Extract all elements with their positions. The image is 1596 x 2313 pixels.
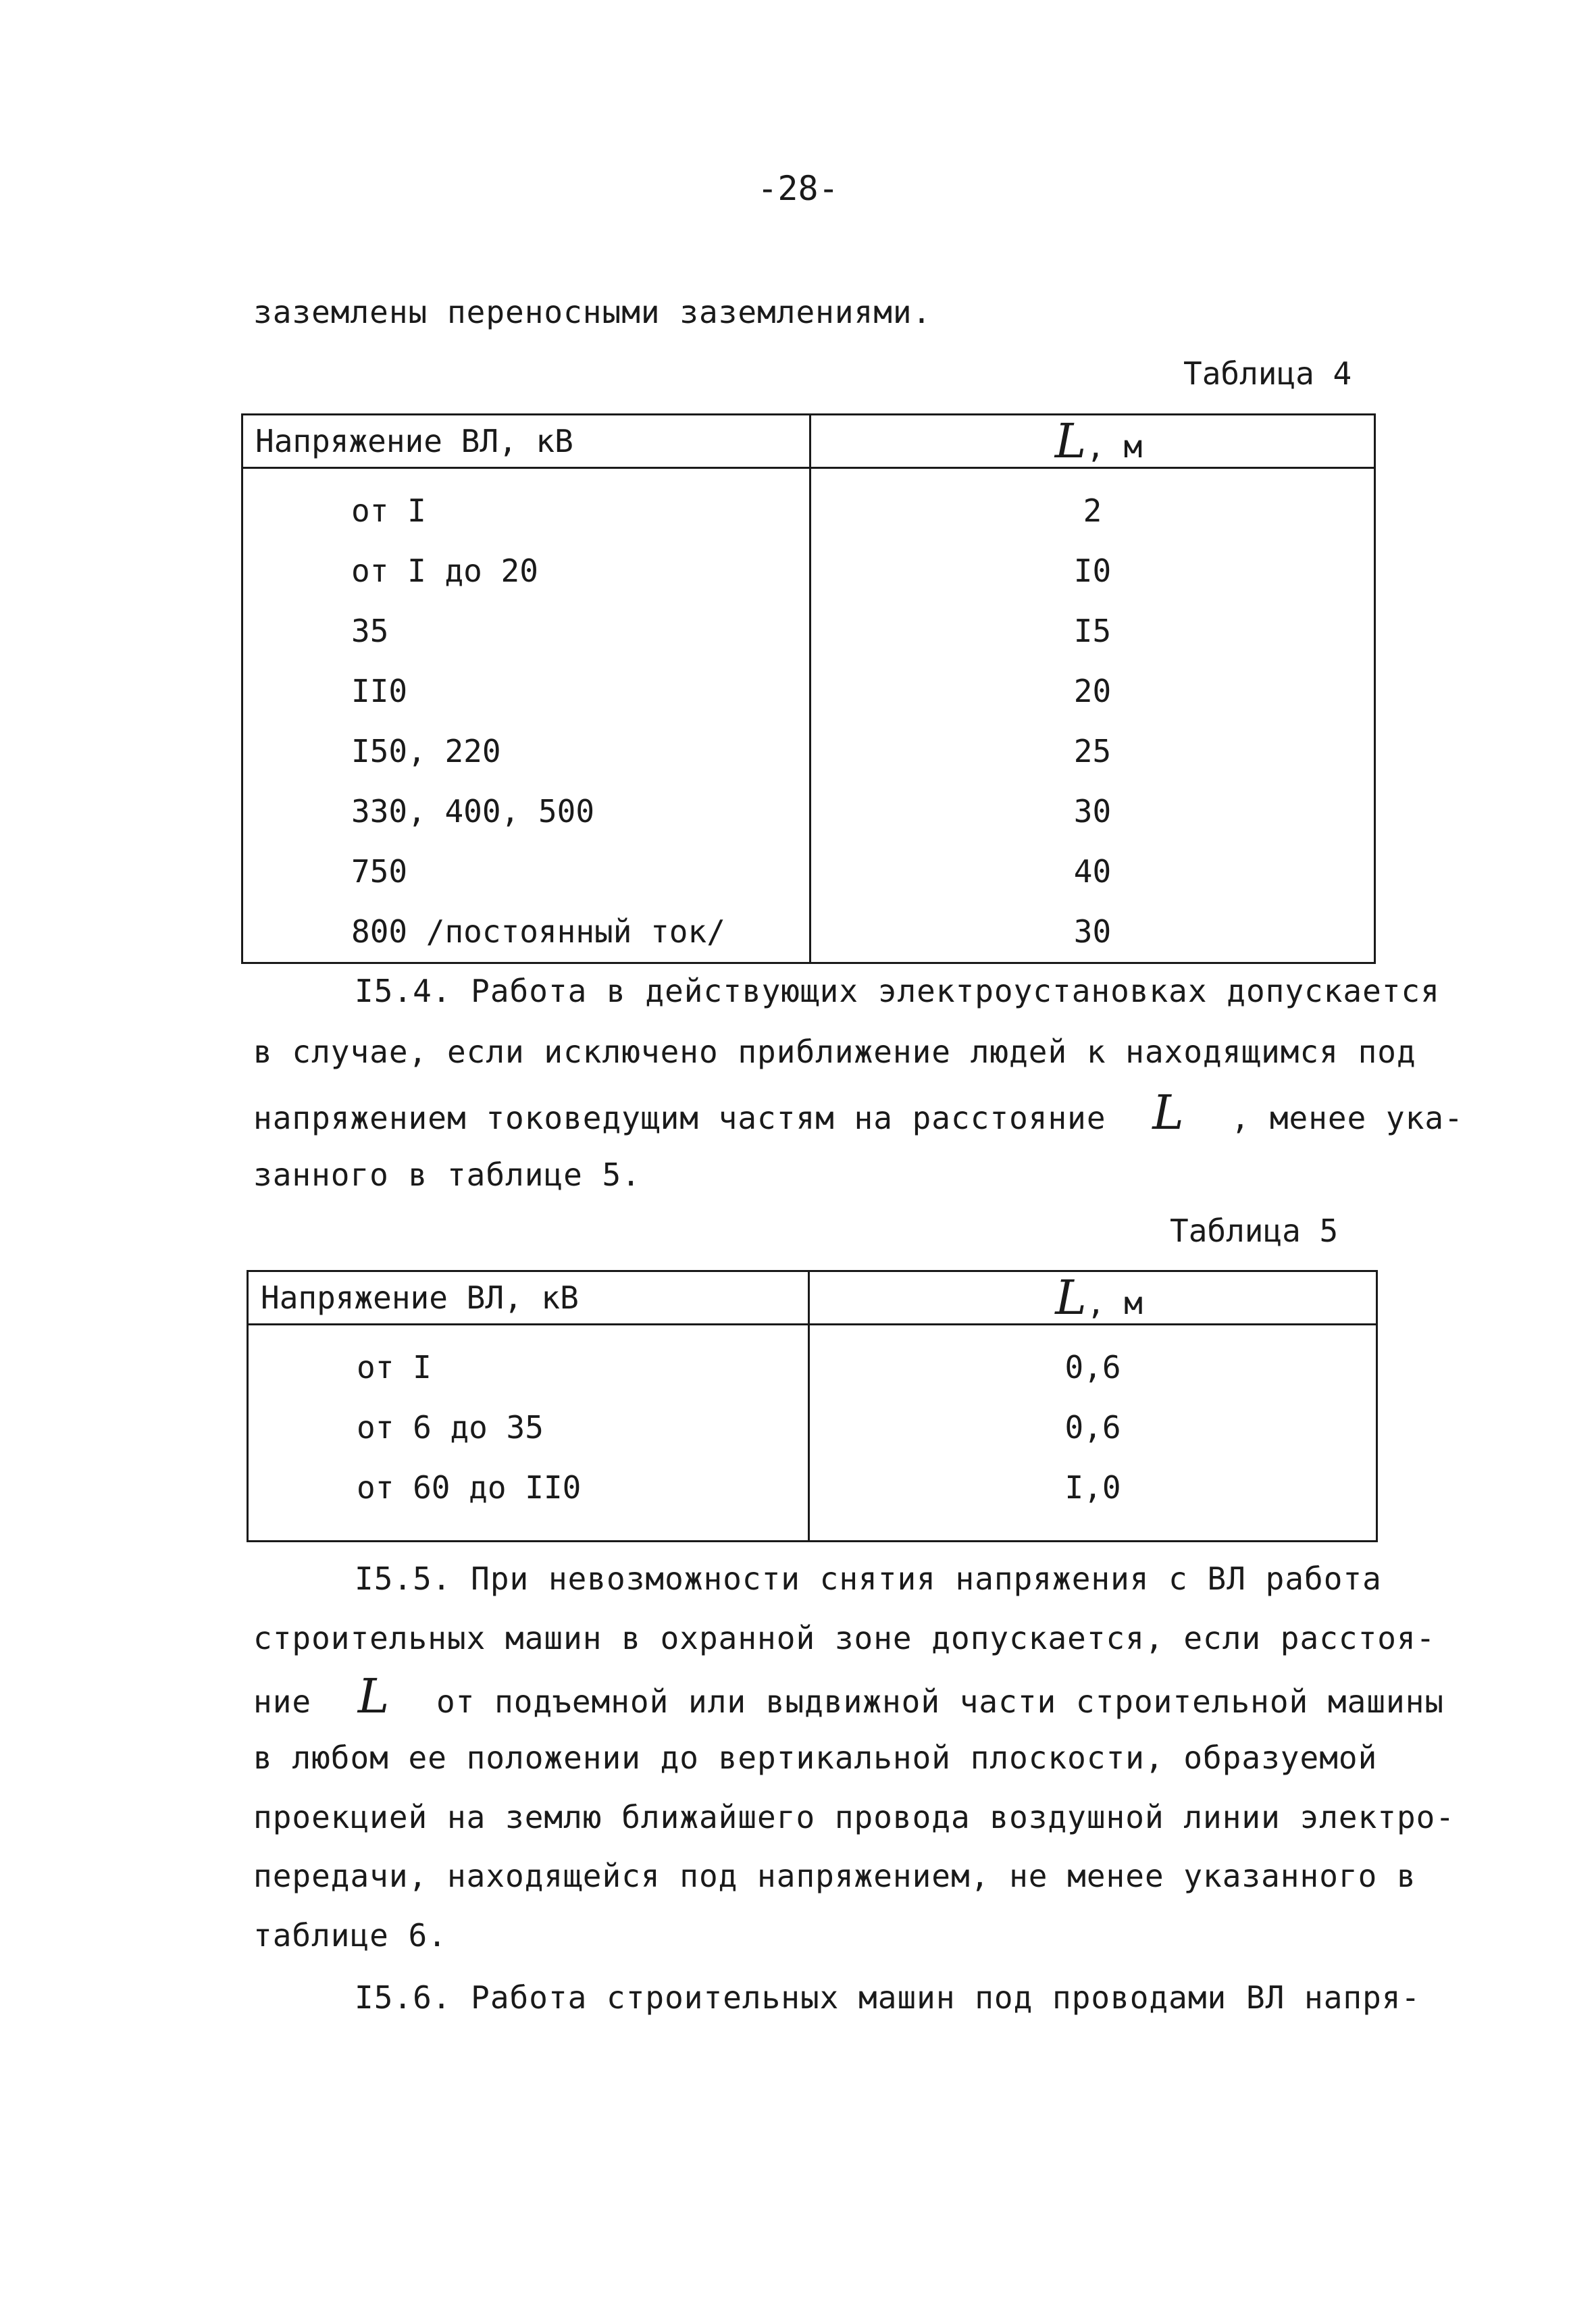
table-cell: от I <box>351 492 426 529</box>
table5-caption: Таблица 5 <box>1170 1213 1339 1249</box>
para-15-5-line2: строительных машин в охранной зоне допускается, если расстоя- <box>253 1620 1436 1656</box>
page-number: -28- <box>757 169 839 208</box>
table-cell: II0 <box>351 673 408 709</box>
table-cell: 330, 400, 500 <box>351 793 595 830</box>
table-cell: 2 <box>1083 492 1102 529</box>
header-distance <box>810 415 1375 468</box>
table-body-row <box>242 468 1375 963</box>
para-15-5-line7: таблице 6. <box>253 1917 447 1954</box>
distance-column <box>809 1325 1377 1542</box>
table-cell: 800 /постоянный ток/ <box>351 913 725 950</box>
para-text: напряжением токоведущим частям на расстояние <box>253 1100 1106 1136</box>
table-cell: 750 <box>351 853 408 890</box>
para-text: , менее ука- <box>1231 1100 1464 1136</box>
voltage-column <box>242 468 810 963</box>
table-cell: 25 <box>1073 733 1112 769</box>
table-body-row <box>248 1325 1377 1542</box>
symbol-l: L <box>1054 413 1087 469</box>
symbol-l: L <box>357 1669 390 1724</box>
table-cell: 20 <box>1073 673 1112 709</box>
table-cell: 30 <box>1073 793 1112 830</box>
table-5 <box>247 1270 1378 1542</box>
table-cell: 0,6 <box>1064 1349 1121 1386</box>
table-header-row <box>248 1271 1377 1325</box>
table-cell: 40 <box>1073 853 1112 890</box>
table-cell: 35 <box>351 613 389 649</box>
para-15-5-line6: передачи, находящейся под напряжением, не менее указанного в <box>253 1858 1416 1894</box>
header-unit: , м <box>1086 428 1143 465</box>
table-4 <box>241 413 1376 964</box>
para-15-6-line1: I5.6. Работа строительных машин под проводами ВЛ напря- <box>355 1979 1421 2016</box>
table-header-row <box>242 415 1375 468</box>
para-15-4-line2: в случае, если исключено приближение людей к находящимся под <box>253 1034 1416 1070</box>
para-text: от подъемной или выдвижной части строительной машины <box>436 1683 1445 1720</box>
header-voltage: Напряжение ВЛ, кВ <box>248 1271 809 1325</box>
table-cell: от 60 до II0 <box>357 1469 582 1506</box>
table-cell: I0 <box>1073 553 1112 589</box>
table-cell: от I до 20 <box>351 553 538 589</box>
table-cell: I,0 <box>1064 1469 1121 1506</box>
para-15-4-line4: занного в таблице 5. <box>253 1156 641 1193</box>
header-voltage: Напряжение ВЛ, кВ <box>242 415 810 468</box>
para-15-4-line3 <box>253 1085 1464 1140</box>
table4-caption: Таблица 4 <box>1183 355 1352 392</box>
para-15-5-line1: I5.5. При невозможности снятия напряжения с ВЛ работа <box>355 1560 1382 1597</box>
intro-line: заземлены переносными заземлениями. <box>253 294 932 330</box>
table-cell: 30 <box>1073 913 1112 950</box>
para-15-4-line1: I5.4. Работа в действующих электроустановках допускается <box>355 973 1440 1009</box>
table-cell: от 6 до 35 <box>357 1409 544 1446</box>
distance-column <box>810 468 1375 963</box>
table-cell: I5 <box>1073 613 1112 649</box>
header-distance <box>809 1271 1377 1325</box>
table-cell: I50, 220 <box>351 733 501 769</box>
table-cell: от I <box>357 1349 432 1386</box>
para-text: ние <box>253 1683 312 1720</box>
header-unit: , м <box>1086 1285 1143 1321</box>
para-15-5-line3 <box>253 1669 1445 1724</box>
symbol-l: L <box>1055 1270 1087 1325</box>
voltage-column <box>248 1325 809 1542</box>
table-cell: 0,6 <box>1064 1409 1121 1446</box>
para-15-5-line4: в любом ее положении до вертикальной плоскости, образуемой <box>253 1739 1378 1776</box>
para-15-5-line5: проекцией на землю ближайшего провода воздушной линии электро- <box>253 1799 1456 1835</box>
symbol-l: L <box>1152 1085 1185 1140</box>
